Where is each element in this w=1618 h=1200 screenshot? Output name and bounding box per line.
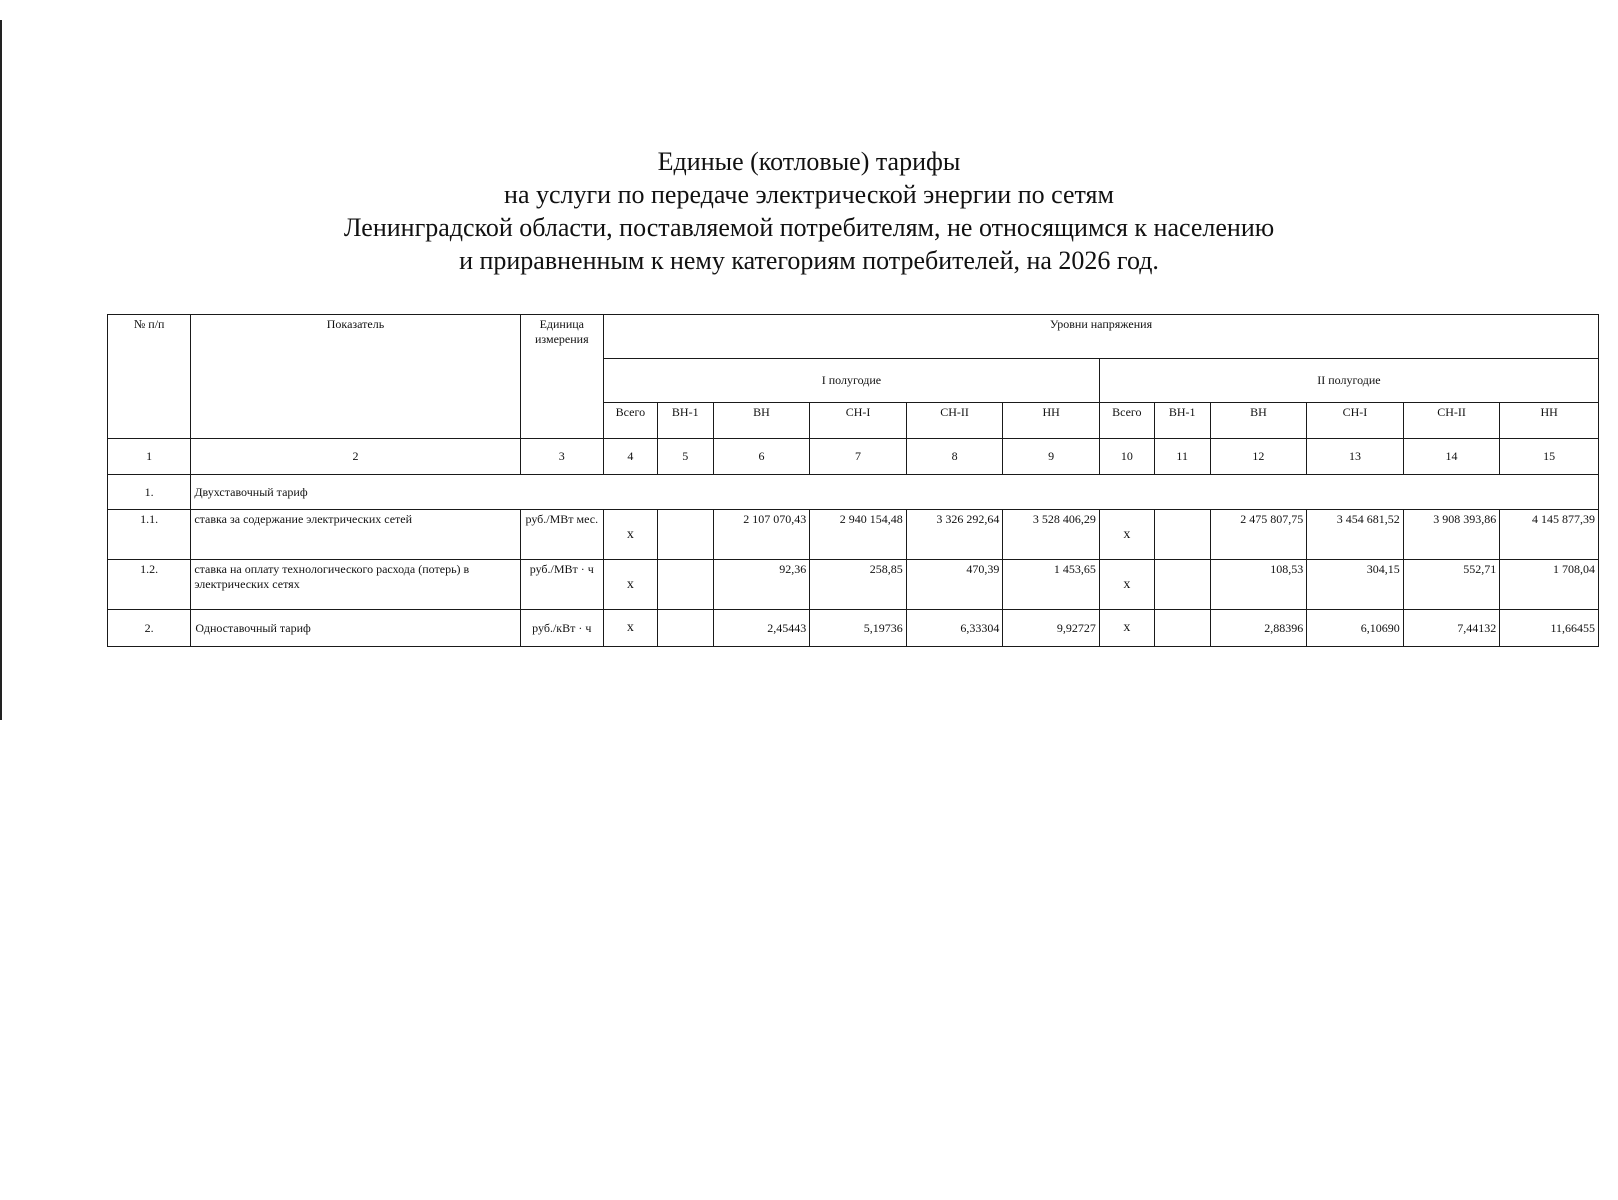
row-unit: руб./МВт мес. (520, 510, 603, 560)
column-number: 12 (1210, 439, 1307, 475)
value-cell: 2 940 154,48 (810, 510, 907, 560)
column-number: 10 (1099, 439, 1154, 475)
column-number: 11 (1154, 439, 1210, 475)
row-label: ставка за содержание электрических сетей (191, 510, 520, 560)
column-number: 3 (520, 439, 603, 475)
level-header: СН-I (1307, 403, 1404, 439)
title-line-3: Ленинградской области, поставляемой потребителям, не относящимся к населению (343, 213, 1275, 242)
value-cell: 3 326 292,64 (906, 510, 1003, 560)
table-row (108, 560, 1599, 610)
level-header: ВН-1 (657, 403, 713, 439)
value-cell: 2 475 807,75 (1210, 510, 1307, 560)
table-row (108, 610, 1599, 647)
column-number: 7 (810, 439, 907, 475)
section-label: Двухставочный тариф (191, 475, 1599, 510)
level-header: ВН-1 (1154, 403, 1210, 439)
value-cell: 7,44132 (1403, 610, 1500, 647)
value-cell: 2 107 070,43 (713, 510, 810, 560)
value-cell: 3 454 681,52 (1307, 510, 1404, 560)
scan-edge-line (0, 20, 2, 720)
level-header: ВН (1210, 403, 1307, 439)
value-cell: х (603, 610, 657, 647)
header-voltage-levels: Уровни напряжения (603, 315, 1598, 359)
column-number-row (108, 439, 1599, 475)
title-line-1: Единые (котловые) тарифы (657, 147, 961, 176)
column-number: 15 (1500, 439, 1599, 475)
value-cell (1154, 560, 1210, 610)
header-num: № п/п (108, 315, 191, 439)
value-cell (1154, 510, 1210, 560)
value-cell (657, 560, 713, 610)
header-indicator: Показатель (191, 315, 520, 439)
value-cell: 3 908 393,86 (1403, 510, 1500, 560)
value-cell: х (603, 560, 657, 610)
value-cell (657, 510, 713, 560)
value-cell: 4 145 877,39 (1500, 510, 1599, 560)
value-cell: 552,71 (1403, 560, 1500, 610)
level-header: Всего (1099, 403, 1154, 439)
level-header: СН-II (1403, 403, 1500, 439)
value-cell: 2,88396 (1210, 610, 1307, 647)
section-row-two-rate (108, 475, 1599, 510)
row-label: ставка на оплату технологического расхода (потерь) в электрических сетях (191, 560, 520, 610)
header-row-1 (108, 315, 1599, 359)
value-cell: х (1099, 610, 1154, 647)
column-number: 5 (657, 439, 713, 475)
level-header: Всего (603, 403, 657, 439)
value-cell: 92,36 (713, 560, 810, 610)
column-number: 6 (713, 439, 810, 475)
value-cell: 6,33304 (906, 610, 1003, 647)
section-number: 1. (108, 475, 191, 510)
value-cell: х (603, 510, 657, 560)
value-cell: 470,39 (906, 560, 1003, 610)
level-header: НН (1003, 403, 1100, 439)
value-cell: 108,53 (1210, 560, 1307, 610)
title-line-2: на услуги по передаче электрической энергии по сетям (504, 180, 1114, 209)
row-unit: руб./МВт · ч (520, 560, 603, 610)
level-header: СН-II (906, 403, 1003, 439)
header-half-2: II полугодие (1099, 359, 1598, 403)
value-cell (657, 610, 713, 647)
value-cell: х (1099, 560, 1154, 610)
column-number: 4 (603, 439, 657, 475)
header-unit: Единица измерения (520, 315, 603, 439)
value-cell: 1 708,04 (1500, 560, 1599, 610)
column-number: 14 (1403, 439, 1500, 475)
column-number: 2 (191, 439, 520, 475)
row-label: Одноставочный тариф (191, 610, 520, 647)
value-cell: 3 528 406,29 (1003, 510, 1100, 560)
value-cell: 5,19736 (810, 610, 907, 647)
value-cell: 258,85 (810, 560, 907, 610)
column-number: 13 (1307, 439, 1404, 475)
value-cell: 11,66455 (1500, 610, 1599, 647)
row-number: 1.1. (108, 510, 191, 560)
row-number: 2. (108, 610, 191, 647)
level-header: ВН (713, 403, 810, 439)
document-title (0, 145, 1618, 277)
table-row (108, 510, 1599, 560)
value-cell: 2,45443 (713, 610, 810, 647)
column-number: 1 (108, 439, 191, 475)
title-line-4: и приравненным к нему категориям потребителей, на 2026 год. (459, 246, 1159, 275)
value-cell: 304,15 (1307, 560, 1404, 610)
value-cell: 9,92727 (1003, 610, 1100, 647)
value-cell (1154, 610, 1210, 647)
value-cell: 1 453,65 (1003, 560, 1100, 610)
row-unit: руб./кВт · ч (520, 610, 603, 647)
level-header: НН (1500, 403, 1599, 439)
row-number: 1.2. (108, 560, 191, 610)
tariff-table (107, 314, 1599, 647)
column-number: 8 (906, 439, 1003, 475)
value-cell: х (1099, 510, 1154, 560)
value-cell: 6,10690 (1307, 610, 1404, 647)
level-header: СН-I (810, 403, 907, 439)
header-half-1: I полугодие (603, 359, 1099, 403)
column-number: 9 (1003, 439, 1100, 475)
